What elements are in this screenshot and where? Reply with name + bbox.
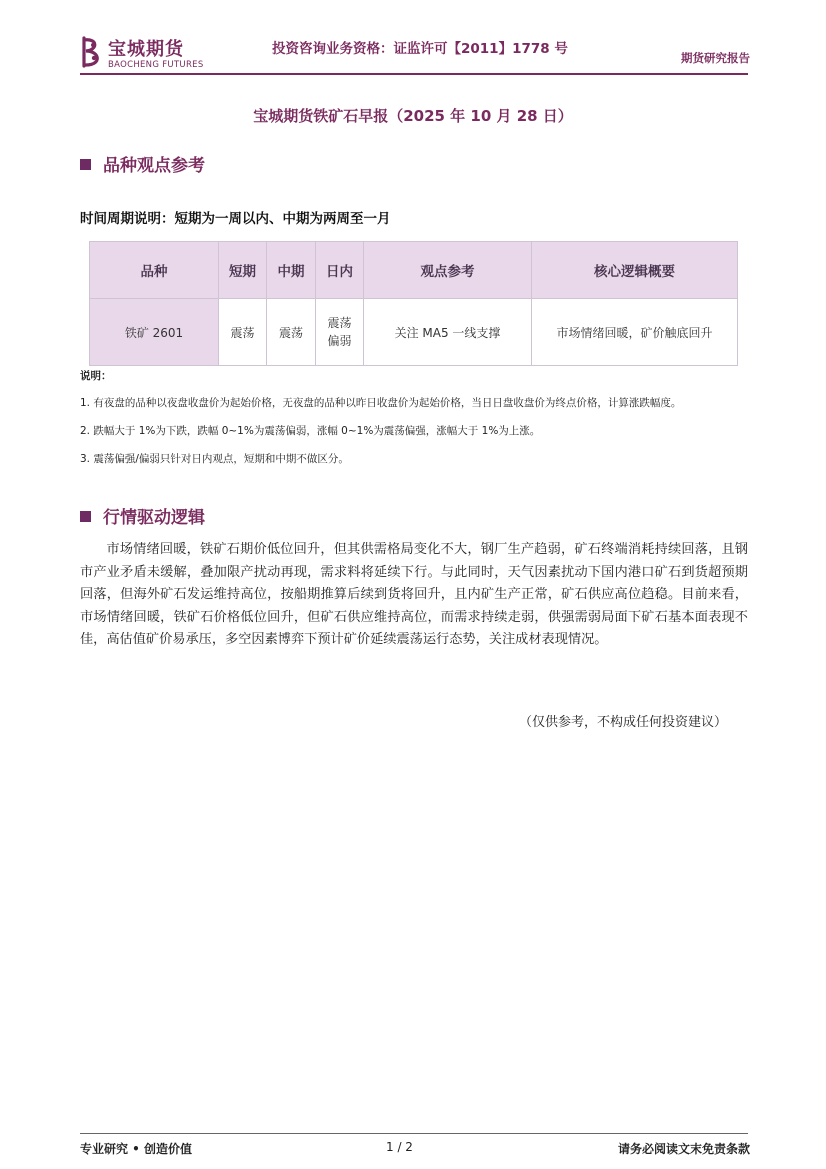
note-item: 1. 有夜盘的品种以夜盘收盘价为起始价格，无夜盘的品种以昨日收盘价为起始价格，当日日盘收盘价为终点价格，计算涨跌幅度。 bbox=[80, 397, 682, 409]
table-header-cell: 核心逻辑概要 bbox=[532, 242, 738, 299]
report-type: 期货研究报告 bbox=[681, 51, 750, 65]
table-cell-mid-term: 震荡 bbox=[267, 299, 316, 366]
logo-mark-icon bbox=[80, 36, 104, 68]
table-header-cell: 日内 bbox=[316, 242, 364, 299]
note-item: 3. 震荡偏强/偏弱只针对日内观点，短期和中期不做区分。 bbox=[80, 453, 349, 465]
disclaimer-text: （仅供参考，不构成任何投资建议） bbox=[518, 715, 727, 730]
table-header-row bbox=[90, 242, 738, 299]
table-header-cell: 中期 bbox=[267, 242, 316, 299]
page-header bbox=[80, 34, 750, 74]
section-square-icon bbox=[80, 159, 91, 170]
page-number: 1 / 2 bbox=[386, 1140, 413, 1154]
logo-chinese-name: 宝城期货 bbox=[108, 39, 184, 60]
table-cell-view: 关注 MA5 一线支撑 bbox=[364, 299, 532, 366]
footer-slogan: 专业研究 • 创造价值 bbox=[80, 1142, 193, 1156]
footer-divider bbox=[80, 1133, 748, 1134]
section-square-icon bbox=[80, 511, 91, 522]
footer-disclaimer-link[interactable]: 请务必阅读文末免责条款 bbox=[617, 1142, 750, 1156]
table-cell-logic: 市场情绪回暖，矿价触底回升 bbox=[532, 299, 738, 366]
header-divider bbox=[80, 73, 748, 75]
logo-english-name: BAOCHENG FUTURES bbox=[108, 60, 204, 70]
section-heading-views bbox=[80, 151, 205, 176]
note-item: 2. 跌幅大于 1%为下跌，跌幅 0~1%为震荡偏弱，涨幅 0~1%为震荡偏强，涨幅大于 1%为上涨。 bbox=[80, 425, 541, 437]
notes-label: 说明： bbox=[80, 370, 112, 382]
market-analysis-paragraph: 市场情绪回暖，铁矿石期价低位回升，但其供需格局变化不大，钢厂生产趋弱，矿石终端消耗持续回落，且钢市产业矛盾未缓解，叠加限产扰动再现，需求料将延续下行。与此同时，天气因素扰动下国内港口矿石到货超预期回落，但海外矿石发运维持高位，按船期推算后续到货将回升，且内矿生产正常，矿石供应高位趋稳。目前来看，市场情绪回暖，铁矿石价格低位回升，但矿石供应维持高位，而需求持续走弱，供强需弱局面下矿石基本面表现不佳，高估值矿价易承压，多空因素博弈下预计矿价延续震荡运行态势，关注成材表现情况。 bbox=[80, 542, 748, 648]
table-header-cell: 短期 bbox=[219, 242, 267, 299]
license-text: 投资咨询业务资格：证监许可【2011】1778 号 bbox=[272, 41, 568, 57]
period-note: 时间周期说明：短期为一周以内、中期为两周至一月 bbox=[80, 211, 391, 227]
report-title: 宝城期货铁矿石早报（2025 年 10 月 28 日） bbox=[253, 107, 573, 125]
table-row bbox=[90, 299, 738, 366]
section-title: 品种观点参考 bbox=[103, 156, 205, 176]
table-cell-short-term: 震荡 bbox=[219, 299, 267, 366]
table-cell-intraday: 震荡偏弱 bbox=[316, 299, 364, 366]
section-title: 行情驱动逻辑 bbox=[103, 508, 205, 528]
table-header-cell: 品种 bbox=[90, 242, 219, 299]
section-heading-drivers bbox=[80, 503, 205, 528]
views-table bbox=[89, 241, 738, 366]
company-logo bbox=[80, 34, 210, 74]
table-header-cell: 观点参考 bbox=[364, 242, 532, 299]
notes-block bbox=[80, 368, 750, 468]
table-cell-variety: 铁矿 2601 bbox=[90, 299, 219, 366]
